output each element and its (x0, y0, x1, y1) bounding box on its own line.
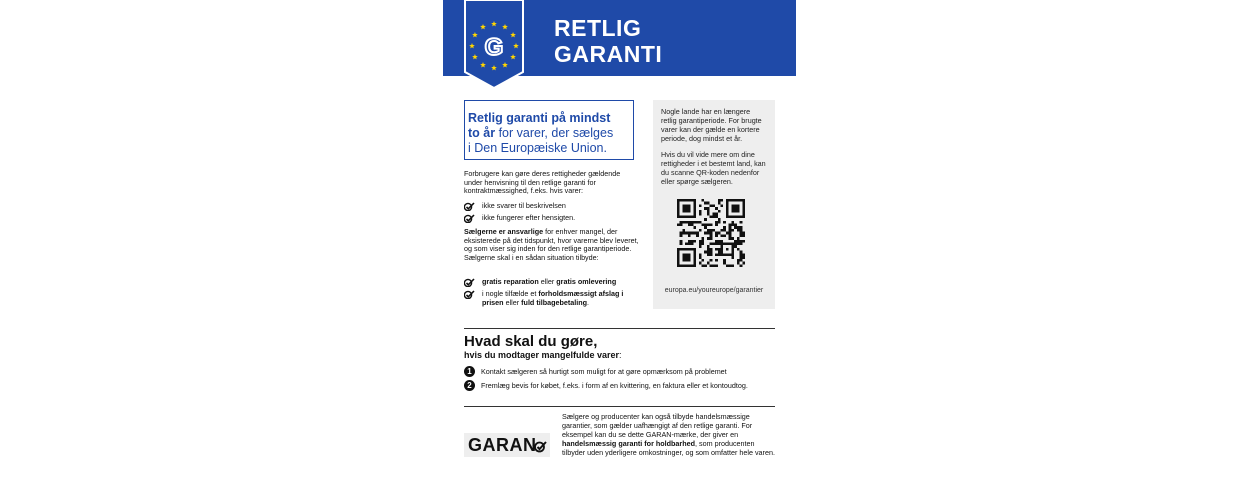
subheading-text: hvis du modtager mangelfulde varer (464, 350, 620, 360)
conditions-list (464, 202, 644, 226)
info-sidebar (653, 100, 775, 309)
check-icon (464, 290, 475, 299)
svg-text:G: G (484, 34, 504, 61)
garan-logo-text: GARAN (468, 435, 537, 455)
sidebar-paragraph: Hvis du vil vide mere om dine rettigheder i et bestemt land, kan du scanne QR-koden nedenfor eller spørge sælgeren. (661, 150, 766, 186)
remedy-text: i nogle tilfælde et (482, 289, 539, 298)
commercial-bold: handelsmæssig garanti for holdbarhed (562, 438, 695, 448)
garan-logo (464, 433, 550, 457)
highlight-bold-part: to år (468, 126, 496, 140)
responsibility-rest: for enhver mangel, der eksisterede på det tidspunkt, hvor varerne blev leveret, og som viser sig inden for den retlige garantiperiode. Sælgerne skal i en sådan situation tilbyde: (464, 227, 639, 262)
remedy-bold: forholdsmæssigt afslag i prisen (482, 289, 624, 307)
condition-text: ikke svarer til beskrivelsen (482, 201, 566, 210)
check-icon (464, 278, 475, 287)
responsibility-bold: Sælgerne er ansvarlige (464, 227, 544, 236)
step-text: Fremlæg bevis for købet, f.eks. i form af en kvittering, en faktura eller et kontoudtog. (481, 381, 748, 390)
info-url: europa.eu/youreurope/garantier (664, 287, 764, 294)
qr-code-icon[interactable] (677, 199, 745, 267)
condition-text: ikke fungerer efter hensigten. (482, 213, 576, 222)
sidebar-paragraph: Nogle lande har en længere retlig garantiperiode. For brugte varer kan der gælde en kortere periode, dog mindst et år. (661, 107, 762, 143)
responsibility-text (464, 228, 640, 262)
guarantee-leaflet (443, 0, 796, 500)
section-subheading (464, 350, 622, 360)
highlight-line-3: i Den Europæiske Union. (468, 141, 607, 155)
highlight-box (464, 100, 634, 160)
section-heading: Hvad skal du gøre, (464, 333, 598, 350)
intro-text: Forbrugere kan gøre deres rettigheder gældende under henvisning til den retlige garanti for kontraktmæssighed, f.eks. hvis varer: (464, 169, 621, 196)
remedy-mid: eller (538, 277, 557, 286)
garan-check-icon (534, 440, 547, 453)
check-icon (464, 202, 475, 211)
commercial-text: , som producenten tilbyder uden yderligere omkostninger, og som omfatter hele varen. (562, 438, 775, 457)
step-item (464, 380, 748, 391)
remedies-list (464, 278, 644, 310)
highlight-bold-line: Retlig garanti på mindst (468, 111, 611, 125)
title-line-1: RETLIG (554, 15, 642, 41)
list-item (464, 202, 644, 211)
page-title (554, 15, 662, 67)
step-number: 2 (464, 380, 475, 391)
divider (464, 328, 775, 329)
list-item (464, 290, 644, 307)
commercial-guarantee-text (562, 413, 776, 458)
remedy-bold: gratis omlevering (556, 277, 617, 286)
remedy-bold: gratis reparation (482, 277, 539, 286)
list-item (464, 278, 644, 287)
title-line-2: GARANTI (554, 41, 663, 67)
step-number: 1 (464, 366, 475, 377)
highlight-normal-part: for varer, der sælges (495, 126, 614, 140)
check-icon (464, 214, 475, 223)
divider (464, 406, 775, 407)
subheading-colon: : (619, 350, 622, 360)
commercial-text: Sælgere og producenter kan også tilbyde handelsmæssige garantier, som gælder uafhængigt af den retlige garanti. For eksempel kan du se dette GARAN-mærke, der giver en (562, 412, 753, 439)
eu-shield-logo-icon (463, 0, 525, 88)
header-banner (443, 0, 796, 76)
remedy-bold: fuld tilbagebetaling (521, 297, 588, 307)
remedy-end: . (587, 297, 590, 307)
list-item (464, 214, 644, 223)
step-text: Kontakt sælgeren så hurtigt som muligt for at gøre opmærksom på problemet (481, 367, 727, 376)
remedy-mid: eller (503, 297, 522, 307)
step-item (464, 366, 727, 377)
